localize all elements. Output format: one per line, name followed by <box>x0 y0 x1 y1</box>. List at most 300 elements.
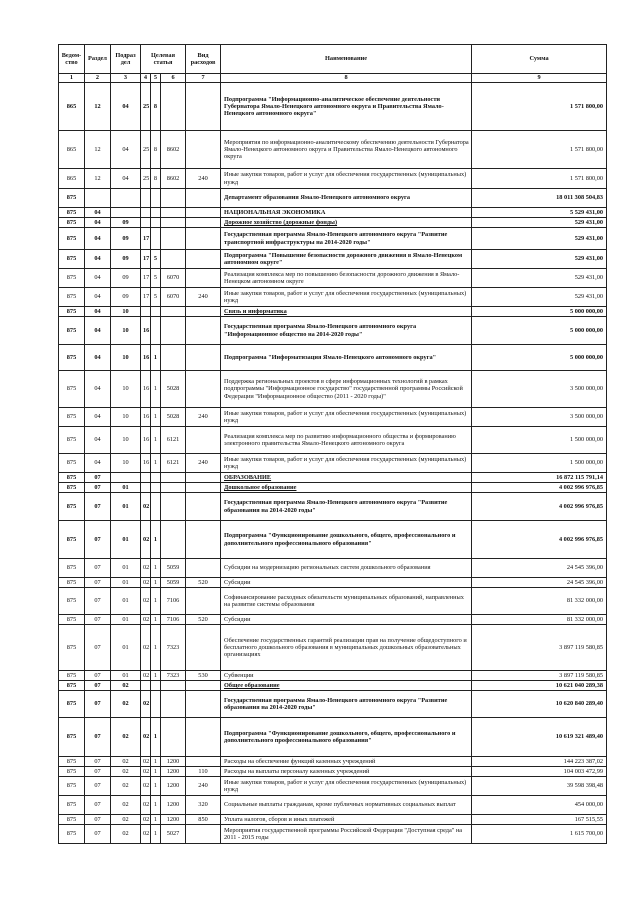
table-row <box>59 83 607 131</box>
column-number: 2 <box>85 74 111 83</box>
cell-code: 02 <box>141 718 151 757</box>
cell-code: 875 <box>59 408 85 427</box>
cell-name: Подпрограмма "Функционирование дошкольного, общего, профессионального и дополнительного профессионального образования" <box>221 718 472 757</box>
table-row <box>59 625 607 671</box>
cell-code: 1 <box>151 408 161 427</box>
cell-code <box>186 131 221 169</box>
cell-name: Софинансирование расходных обязательств муниципальных образований, направленных на развитие системы образования <box>221 588 472 615</box>
cell-code: 02 <box>111 777 141 796</box>
cell-code: 1200 <box>161 815 186 825</box>
cell-code <box>111 473 141 483</box>
cell-code: 02 <box>141 767 151 777</box>
cell-name: Иные закупки товаров, работ и услуг для обеспечения государственных (муниципальных) нужд <box>221 408 472 427</box>
table-row <box>59 307 607 317</box>
cell-code: 09 <box>111 228 141 250</box>
cell-amount: 104 003 472,99 <box>472 767 607 777</box>
cell-code: 240 <box>186 454 221 473</box>
cell-code: 875 <box>59 454 85 473</box>
cell-code: 02 <box>141 825 151 844</box>
cell-code: 5059 <box>161 559 186 578</box>
cell-code: 04 <box>85 371 111 408</box>
cell-code: 8 <box>151 83 161 131</box>
cell-code: 5028 <box>161 408 186 427</box>
cell-amount: 1 571 800,00 <box>472 131 607 169</box>
cell-code <box>186 427 221 454</box>
cell-code: 01 <box>111 578 141 588</box>
cell-code <box>186 345 221 371</box>
cell-name: Иные закупки товаров, работ и услуг для обеспечения государственных (муниципальных) нужд <box>221 169 472 189</box>
cell-code: 865 <box>59 83 85 131</box>
cell-code <box>151 681 161 691</box>
cell-code <box>161 473 186 483</box>
cell-code <box>111 208 141 218</box>
table-row <box>59 483 607 493</box>
cell-code: 01 <box>111 521 141 559</box>
table-row <box>59 408 607 427</box>
cell-code <box>151 691 161 718</box>
cell-code: 07 <box>85 521 111 559</box>
cell-code <box>186 473 221 483</box>
table-row <box>59 671 607 681</box>
cell-code: 875 <box>59 483 85 493</box>
table-row <box>59 767 607 777</box>
cell-code: 25 <box>141 131 151 169</box>
cell-name: Расходы на обеспечение функций казенных учреждений <box>221 757 472 767</box>
column-number-row <box>59 74 607 83</box>
cell-code: 5 <box>151 288 161 307</box>
cell-code: 875 <box>59 250 85 269</box>
column-number: 7 <box>186 74 221 83</box>
cell-code: 07 <box>85 483 111 493</box>
cell-code: 1 <box>151 767 161 777</box>
cell-name: Государственная программа Ямало-Ненецкого автономного округа "Развитие образования на 2014-2020 годы" <box>221 691 472 718</box>
cell-code: 1 <box>151 371 161 408</box>
cell-code: 875 <box>59 681 85 691</box>
cell-code: 875 <box>59 307 85 317</box>
cell-code: 1200 <box>161 757 186 767</box>
cell-code <box>161 317 186 345</box>
cell-name: Субсидии на модернизацию региональных систем дошкольного образования <box>221 559 472 578</box>
cell-code: 110 <box>186 767 221 777</box>
table-row <box>59 169 607 189</box>
cell-code <box>186 371 221 408</box>
cell-amount: 4 002 996 976,85 <box>472 521 607 559</box>
table-row <box>59 208 607 218</box>
cell-code: 240 <box>186 288 221 307</box>
cell-code: 17 <box>141 269 151 288</box>
cell-amount: 529 431,00 <box>472 250 607 269</box>
cell-code <box>186 307 221 317</box>
cell-code: 02 <box>141 588 151 615</box>
cell-code: 17 <box>141 288 151 307</box>
cell-code: 07 <box>85 757 111 767</box>
cell-amount: 81 332 000,00 <box>472 588 607 615</box>
cell-amount: 454 000,00 <box>472 796 607 815</box>
cell-code: 16 <box>141 317 151 345</box>
cell-code: 02 <box>141 671 151 681</box>
table-row <box>59 131 607 169</box>
cell-code: 875 <box>59 559 85 578</box>
cell-code: 04 <box>85 208 111 218</box>
cell-code: 1200 <box>161 767 186 777</box>
cell-amount: 3 897 119 580,85 <box>472 625 607 671</box>
cell-code: 02 <box>141 757 151 767</box>
cell-name: Государственная программа Ямало-Ненецкого автономного округа "Развитие образования на 2014-2020 годы" <box>221 493 472 521</box>
cell-name: Обеспечение государственных гарантий реализации прав на получение общедоступного и бесплатного дошкольного образования в муниципальных дошкольных образовательных организациях <box>221 625 472 671</box>
cell-code: 1 <box>151 345 161 371</box>
cell-code: 875 <box>59 269 85 288</box>
cell-code: 04 <box>85 250 111 269</box>
cell-code: 1 <box>151 625 161 671</box>
cell-amount: 81 332 000,00 <box>472 615 607 625</box>
cell-code: 5 <box>151 250 161 269</box>
cell-code: 1 <box>151 796 161 815</box>
cell-code: 10 <box>111 317 141 345</box>
cell-amount: 24 545 396,00 <box>472 559 607 578</box>
cell-code: 04 <box>85 269 111 288</box>
cell-amount: 4 002 996 976,85 <box>472 483 607 493</box>
cell-code: 6070 <box>161 288 186 307</box>
table-row <box>59 796 607 815</box>
cell-code <box>161 250 186 269</box>
cell-code <box>141 189 151 208</box>
cell-code: 02 <box>111 757 141 767</box>
cell-name: Поддержка региональных проектов в сфере информационных технологий в рамках подпрограммы "Информационное государство" государственной программы Российской Федерации "Информационное общество (2011 - 2020 годы)" <box>221 371 472 408</box>
cell-code <box>111 189 141 208</box>
cell-code <box>161 691 186 718</box>
cell-code: 02 <box>141 815 151 825</box>
cell-code <box>161 681 186 691</box>
cell-code: 8 <box>151 169 161 189</box>
cell-name: Подпрограмма "Информатизация Ямало-Ненецкого автономного округа" <box>221 345 472 371</box>
cell-code <box>186 521 221 559</box>
cell-code <box>151 218 161 228</box>
table-row <box>59 681 607 691</box>
header-target-article: Целевая статья <box>141 45 186 74</box>
cell-code: 07 <box>85 625 111 671</box>
cell-amount: 529 431,00 <box>472 228 607 250</box>
cell-code: 240 <box>186 408 221 427</box>
cell-code <box>141 218 151 228</box>
cell-code: 02 <box>111 815 141 825</box>
cell-name: Субвенции <box>221 671 472 681</box>
cell-code: 25 <box>141 83 151 131</box>
cell-amount: 10 619 321 489,40 <box>472 718 607 757</box>
cell-code: 520 <box>186 615 221 625</box>
cell-code: 10 <box>111 408 141 427</box>
table-row <box>59 345 607 371</box>
cell-amount: 529 431,00 <box>472 269 607 288</box>
column-number: 6 <box>161 74 186 83</box>
cell-name: Подпрограмма "Функционирование дошкольного, общего, профессионального и дополнительного профессионального образования" <box>221 521 472 559</box>
cell-code: 1 <box>151 521 161 559</box>
cell-code <box>151 473 161 483</box>
table-row <box>59 588 607 615</box>
table-body <box>59 83 607 844</box>
cell-amount: 3 500 000,00 <box>472 408 607 427</box>
cell-code <box>161 307 186 317</box>
cell-code <box>85 189 111 208</box>
cell-code: 01 <box>111 559 141 578</box>
cell-code: 12 <box>85 169 111 189</box>
cell-code: 07 <box>85 588 111 615</box>
cell-code <box>141 208 151 218</box>
cell-code: 1 <box>151 825 161 844</box>
table-row <box>59 815 607 825</box>
cell-code: 1 <box>151 615 161 625</box>
cell-code <box>186 625 221 671</box>
cell-amount: 529 431,00 <box>472 218 607 228</box>
cell-code <box>186 189 221 208</box>
cell-name: Государственная программа Ямало-Ненецкого автономного округа "Развитие транспортной инфраструктуры на 2014-2020 годы" <box>221 228 472 250</box>
cell-code: 01 <box>111 671 141 681</box>
cell-code: 865 <box>59 131 85 169</box>
cell-code: 6121 <box>161 427 186 454</box>
cell-amount: 16 872 115 791,14 <box>472 473 607 483</box>
cell-code: 01 <box>111 483 141 493</box>
cell-name: Субсидии <box>221 615 472 625</box>
cell-code: 5027 <box>161 825 186 844</box>
table-row <box>59 777 607 796</box>
cell-code: 12 <box>85 131 111 169</box>
cell-amount: 167 515,55 <box>472 815 607 825</box>
cell-code: 01 <box>111 615 141 625</box>
cell-code: 04 <box>111 169 141 189</box>
cell-code: 1 <box>151 578 161 588</box>
cell-code: 12 <box>85 83 111 131</box>
cell-code: 02 <box>141 615 151 625</box>
cell-code: 875 <box>59 317 85 345</box>
cell-code <box>161 493 186 521</box>
cell-code: 875 <box>59 825 85 844</box>
cell-code <box>151 189 161 208</box>
cell-code: 875 <box>59 757 85 767</box>
cell-code: 875 <box>59 815 85 825</box>
cell-code: 1 <box>151 718 161 757</box>
cell-name: Мероприятия государственной программы Российской Федерации "Доступная среда" на 2011 - 2015 годы <box>221 825 472 844</box>
table-row <box>59 691 607 718</box>
table-row <box>59 493 607 521</box>
cell-code: 07 <box>85 473 111 483</box>
cell-code: 16 <box>141 454 151 473</box>
cell-code: 875 <box>59 371 85 408</box>
cell-code: 875 <box>59 588 85 615</box>
cell-code: 02 <box>111 825 141 844</box>
cell-code: 5 <box>151 269 161 288</box>
cell-amount: 3 500 000,00 <box>472 371 607 408</box>
cell-code <box>161 228 186 250</box>
column-number: 9 <box>472 74 607 83</box>
cell-code <box>161 521 186 559</box>
cell-code: 10 <box>111 371 141 408</box>
cell-code: 02 <box>141 777 151 796</box>
cell-code: 02 <box>141 796 151 815</box>
header-subsection: Подраз дел <box>111 45 141 74</box>
table-row <box>59 189 607 208</box>
cell-code: 1 <box>151 671 161 681</box>
cell-code: 16 <box>141 427 151 454</box>
header-amount: Сумма <box>472 45 607 74</box>
cell-code: 02 <box>141 493 151 521</box>
cell-code: 04 <box>85 427 111 454</box>
cell-code <box>186 825 221 844</box>
cell-code: 04 <box>85 288 111 307</box>
cell-code: 07 <box>85 559 111 578</box>
cell-code <box>161 483 186 493</box>
cell-code: 875 <box>59 228 85 250</box>
cell-code <box>186 218 221 228</box>
cell-code <box>186 83 221 131</box>
cell-code: 07 <box>85 691 111 718</box>
cell-code: 6121 <box>161 454 186 473</box>
cell-amount: 4 002 996 976,85 <box>472 493 607 521</box>
cell-code: 04 <box>85 317 111 345</box>
cell-code: 8 <box>151 131 161 169</box>
cell-name: Иные закупки товаров, работ и услуг для обеспечения государственных (муниципальных) нужд <box>221 777 472 796</box>
table-row <box>59 454 607 473</box>
cell-code: 875 <box>59 218 85 228</box>
table-row <box>59 578 607 588</box>
cell-code: 875 <box>59 777 85 796</box>
cell-name: Департамент образования Ямало-Ненецкого автономного округа <box>221 189 472 208</box>
cell-code: 875 <box>59 578 85 588</box>
cell-name: Дошкольное образование <box>221 483 472 493</box>
cell-code <box>161 208 186 218</box>
cell-code: 16 <box>141 371 151 408</box>
cell-code: 5028 <box>161 371 186 408</box>
cell-code: 25 <box>141 169 151 189</box>
header-section: Раздел <box>85 45 111 74</box>
cell-code: 5059 <box>161 578 186 588</box>
cell-code: 875 <box>59 427 85 454</box>
cell-code <box>186 718 221 757</box>
cell-code <box>161 718 186 757</box>
cell-code: 875 <box>59 718 85 757</box>
cell-code <box>161 83 186 131</box>
cell-code: 7106 <box>161 588 186 615</box>
cell-amount: 144 223 387,02 <box>472 757 607 767</box>
cell-code: 10 <box>111 307 141 317</box>
cell-amount: 1 615 700,00 <box>472 825 607 844</box>
cell-amount: 39 598 398,48 <box>472 777 607 796</box>
cell-code: 07 <box>85 671 111 681</box>
table-row <box>59 218 607 228</box>
cell-code: 8602 <box>161 131 186 169</box>
cell-code: 520 <box>186 578 221 588</box>
table-row <box>59 288 607 307</box>
cell-code: 530 <box>186 671 221 681</box>
cell-code: 07 <box>85 681 111 691</box>
cell-code: 7323 <box>161 671 186 681</box>
column-number: 1 <box>59 74 85 83</box>
cell-code: 04 <box>111 131 141 169</box>
cell-amount: 5 000 000,00 <box>472 307 607 317</box>
cell-code: 6070 <box>161 269 186 288</box>
cell-code: 875 <box>59 691 85 718</box>
cell-amount: 1 571 800,00 <box>472 83 607 131</box>
cell-code: 875 <box>59 493 85 521</box>
cell-name: Иные закупки товаров, работ и услуг для обеспечения государственных (муниципальных) нужд <box>221 288 472 307</box>
cell-code <box>151 317 161 345</box>
cell-code: 07 <box>85 718 111 757</box>
column-number: 8 <box>221 74 472 83</box>
cell-code: 875 <box>59 796 85 815</box>
table-row <box>59 427 607 454</box>
cell-code <box>186 228 221 250</box>
cell-code <box>186 250 221 269</box>
cell-name: Связь и информатика <box>221 307 472 317</box>
cell-code: 01 <box>111 493 141 521</box>
cell-code: 01 <box>111 625 141 671</box>
column-number: 5 <box>151 74 161 83</box>
cell-code: 1200 <box>161 796 186 815</box>
cell-name: Подпрограмма "Повышение безопасности дорожного движения в Ямало-Ненецком автономном округе" <box>221 250 472 269</box>
budget-table <box>58 44 607 844</box>
cell-code: 875 <box>59 671 85 681</box>
cell-code: 04 <box>85 218 111 228</box>
cell-code: 07 <box>85 493 111 521</box>
cell-code <box>186 317 221 345</box>
cell-code <box>186 681 221 691</box>
cell-code: 16 <box>141 345 151 371</box>
cell-code: 1 <box>151 588 161 615</box>
header-department: Ведом-ство <box>59 45 85 74</box>
cell-code <box>186 208 221 218</box>
cell-amount: 5 529 431,00 <box>472 208 607 218</box>
cell-code: 1 <box>151 757 161 767</box>
cell-name: Субсидии <box>221 578 472 588</box>
table-row <box>59 317 607 345</box>
cell-name: ОБРАЗОВАНИЕ <box>221 473 472 483</box>
cell-code <box>186 588 221 615</box>
cell-code: 02 <box>141 559 151 578</box>
cell-code: 02 <box>111 681 141 691</box>
cell-code: 875 <box>59 345 85 371</box>
cell-code: 09 <box>111 250 141 269</box>
cell-amount: 1 500 000,00 <box>472 454 607 473</box>
cell-name: Уплата налогов, сборов и иных платежей <box>221 815 472 825</box>
table-row <box>59 473 607 483</box>
cell-code: 07 <box>85 578 111 588</box>
cell-code: 09 <box>111 218 141 228</box>
cell-code <box>151 483 161 493</box>
cell-code: 02 <box>141 691 151 718</box>
cell-code <box>141 681 151 691</box>
cell-name: Реализация комплекса мер по повышению безопасности дорожного движения в Ямало-Ненецком автономном округе <box>221 269 472 288</box>
cell-code: 875 <box>59 615 85 625</box>
cell-code <box>161 189 186 208</box>
cell-code <box>186 757 221 767</box>
cell-code: 875 <box>59 208 85 218</box>
cell-code: 7323 <box>161 625 186 671</box>
cell-amount: 5 000 000,00 <box>472 317 607 345</box>
cell-code: 17 <box>141 228 151 250</box>
cell-code: 02 <box>141 625 151 671</box>
cell-code: 875 <box>59 625 85 671</box>
cell-name: Расходы на выплаты персоналу казенных учреждений <box>221 767 472 777</box>
cell-code <box>161 345 186 371</box>
cell-code: 07 <box>85 777 111 796</box>
cell-code: 16 <box>141 408 151 427</box>
table-row <box>59 269 607 288</box>
cell-code: 02 <box>141 521 151 559</box>
header-expense-type: Вид расходов <box>186 45 221 74</box>
cell-code <box>186 493 221 521</box>
cell-code: 875 <box>59 189 85 208</box>
table-row <box>59 521 607 559</box>
cell-code: 04 <box>85 408 111 427</box>
cell-code <box>141 483 151 493</box>
